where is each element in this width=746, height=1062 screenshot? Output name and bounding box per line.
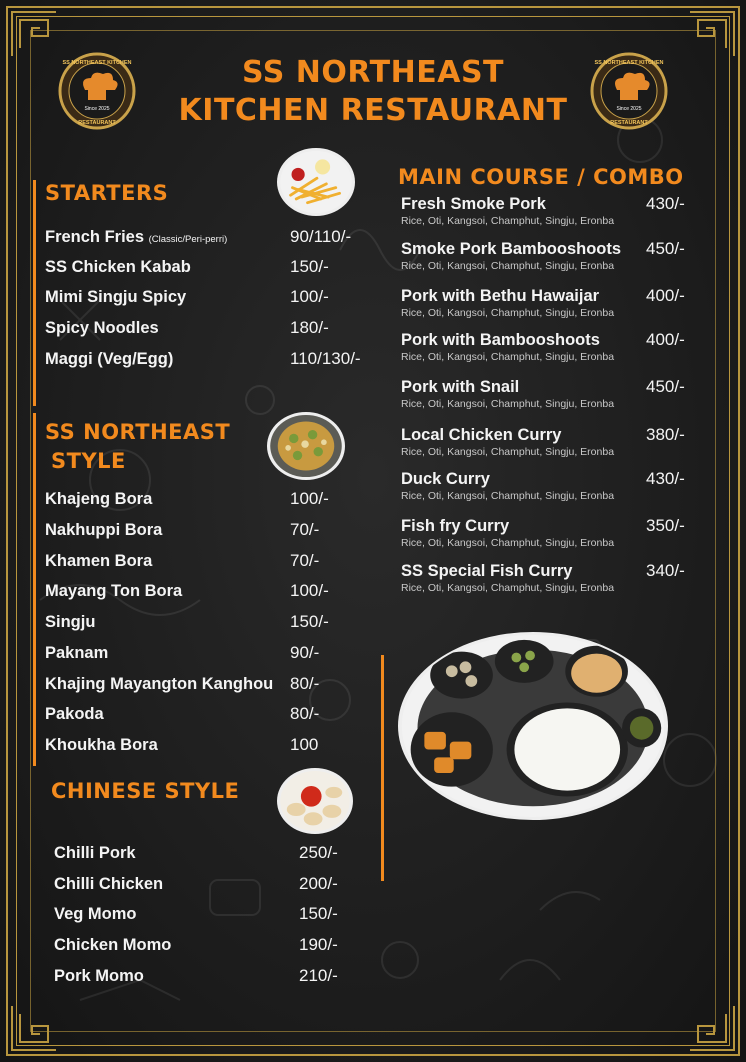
starter-item-label: French Fries: [45, 228, 145, 246]
main-course-item-price: 350/-: [646, 516, 685, 535]
main-course-item-name: Pork with Bambooshoots: [401, 331, 600, 349]
northeast-item-price: 100/-: [290, 581, 329, 600]
northeast-item-name: Mayang Ton Bora: [45, 582, 183, 600]
northeast-item-name: Khajeng Bora: [45, 490, 153, 508]
starter-item-label: Mimi Singju Spicy: [45, 288, 187, 306]
northeast-item-name: Khajing Mayangton Kanghou: [45, 675, 274, 693]
main-course-item-price: 400/-: [646, 330, 685, 349]
chinese-title: CHINESE STYLE: [51, 779, 240, 803]
title-line-2: KITCHEN RESTAURANT: [178, 93, 568, 128]
starter-item-name: [45, 318, 159, 338]
main-course-accent-bar: [381, 655, 384, 881]
main-course-item-price: 400/-: [646, 286, 685, 305]
main-course-item-name: Pork with Snail: [401, 378, 520, 396]
northeast-item-price: 70/-: [290, 551, 320, 570]
main-course-item-desc: Rice, Oti, Kangsoi, Champhut, Singju, Eronba: [401, 307, 615, 319]
northeast-item-price: 70/-: [290, 520, 320, 539]
main-course-item-desc: Rice, Oti, Kangsoi, Champhut, Singju, Eronba: [401, 398, 615, 410]
starter-item-name: [45, 257, 191, 277]
chinese-item-name: Chilli Chicken: [54, 875, 164, 893]
northeast-item-price: 80/-: [290, 674, 320, 693]
corner-ornament-icon: [8, 8, 60, 60]
fries-photo: [277, 148, 355, 216]
main-course-item-desc: Rice, Oti, Kangsoi, Champhut, Singju, Eronba: [401, 537, 615, 549]
main-course-item-price: 430/-: [646, 469, 685, 488]
chinese-item-name: Chicken Momo: [54, 936, 172, 954]
main-course-item-name: Local Chicken Curry: [401, 426, 562, 444]
svg-text:SS NORTHEAST KITCHEN: SS NORTHEAST KITCHEN: [62, 60, 132, 66]
northeast-accent-bar: [33, 413, 36, 766]
svg-text:RESTAURANT: RESTAURANT: [78, 120, 116, 126]
starter-item-name: [45, 287, 186, 307]
starter-item-name: [45, 349, 173, 369]
chinese-item-name: Veg Momo: [54, 905, 137, 923]
starter-item-name: [45, 227, 227, 250]
starter-item-label: Maggi (Veg/Egg): [45, 350, 174, 368]
svg-text:Since 2025: Since 2025: [616, 106, 642, 112]
main-course-item-price: 380/-: [646, 425, 685, 444]
starter-item-price: 90/110/-: [290, 227, 352, 246]
chinese-item-price: 150/-: [299, 904, 338, 923]
northeast-title-line-2: STYLE: [51, 449, 126, 473]
svg-text:Since 2025: Since 2025: [84, 106, 110, 112]
main-course-title: MAIN COURSE / COMBO: [398, 165, 684, 189]
main-course-item-desc: Rice, Oti, Kangsoi, Champhut, Singju, Eronba: [401, 260, 615, 272]
chinese-item-price: 190/-: [299, 935, 338, 954]
restaurant-logo: [58, 52, 136, 130]
starters-accent-bar: [33, 180, 36, 406]
starter-item-label: Spicy Noodles: [45, 319, 159, 337]
corner-ornament-icon: [686, 8, 738, 60]
starters-title: STARTERS: [45, 181, 169, 205]
main-course-item-price: 450/-: [646, 239, 685, 258]
main-course-item-price: 450/-: [646, 377, 685, 396]
northeast-item-price: 100/-: [290, 489, 329, 508]
starter-item-label: SS Chicken Kabab: [45, 258, 191, 276]
starter-item-price: 110/130/-: [290, 349, 361, 368]
main-course-item-desc: Rice, Oti, Kangsoi, Champhut, Singju, Eronba: [401, 351, 615, 363]
chinese-item-price: 200/-: [299, 874, 338, 893]
restaurant-title: [160, 54, 586, 130]
main-course-item-desc: Rice, Oti, Kangsoi, Champhut, Singju, Eronba: [401, 215, 615, 227]
northeast-item-price: 100: [290, 735, 319, 754]
title-line-1: SS NORTHEAST: [241, 55, 505, 90]
northeast-item-price: 90/-: [290, 643, 320, 662]
corner-ornament-icon: [686, 1002, 738, 1054]
main-course-item-price: 340/-: [646, 561, 685, 580]
main-course-item-name: SS Special Fish Curry: [401, 562, 573, 580]
main-course-item-desc: Rice, Oti, Kangsoi, Champhut, Singju, Eronba: [401, 582, 615, 594]
starter-item-price: 100/-: [290, 287, 329, 306]
northeast-item-name: Pakoda: [45, 705, 104, 723]
main-course-item-name: Duck Curry: [401, 470, 490, 488]
main-course-item-name: Pork with Bethu Hawaijar: [401, 287, 600, 305]
main-course-item-name: Smoke Pork Bambooshoots: [401, 240, 622, 258]
northeast-item-name: Khamen Bora: [45, 552, 153, 570]
main-course-item-name: Fish fry Curry: [401, 517, 510, 535]
corner-ornament-icon: [8, 1002, 60, 1054]
starter-item-price: 180/-: [290, 318, 329, 337]
northeast-item-name: Nakhuppi Bora: [45, 521, 163, 539]
restaurant-logo: [590, 52, 668, 130]
northeast-item-name: Paknam: [45, 644, 109, 662]
main-course-item-desc: Rice, Oti, Kangsoi, Champhut, Singju, Eronba: [401, 446, 615, 458]
combo-thali-photo: [398, 632, 668, 820]
svg-text:RESTAURANT: RESTAURANT: [610, 120, 648, 126]
svg-text:SS NORTHEAST KITCHEN: SS NORTHEAST KITCHEN: [594, 60, 664, 66]
main-course-item-price: 430/-: [646, 194, 685, 213]
northeast-title-line-1: SS NORTHEAST: [45, 420, 231, 444]
northeast-item-name: Singju: [45, 613, 96, 631]
northeast-item-name: Khoukha Bora: [45, 736, 158, 754]
chinese-item-name: Chilli Pork: [54, 844, 136, 862]
chinese-item-name: Pork Momo: [54, 967, 144, 985]
chinese-item-price: 210/-: [299, 966, 338, 985]
northeast-item-price: 150/-: [290, 612, 329, 631]
main-course-item-desc: Rice, Oti, Kangsoi, Champhut, Singju, Eronba: [401, 490, 615, 502]
starter-item-note: (Classic/Peri-perri): [148, 234, 228, 245]
starter-item-price: 150/-: [290, 257, 329, 276]
momo-photo: [277, 768, 353, 834]
main-course-item-name: Fresh Smoke Pork: [401, 195, 546, 213]
chinese-item-price: 250/-: [299, 843, 338, 862]
northeast-title: [45, 418, 230, 476]
northeast-dish-photo: [267, 412, 345, 480]
northeast-item-price: 80/-: [290, 704, 320, 723]
